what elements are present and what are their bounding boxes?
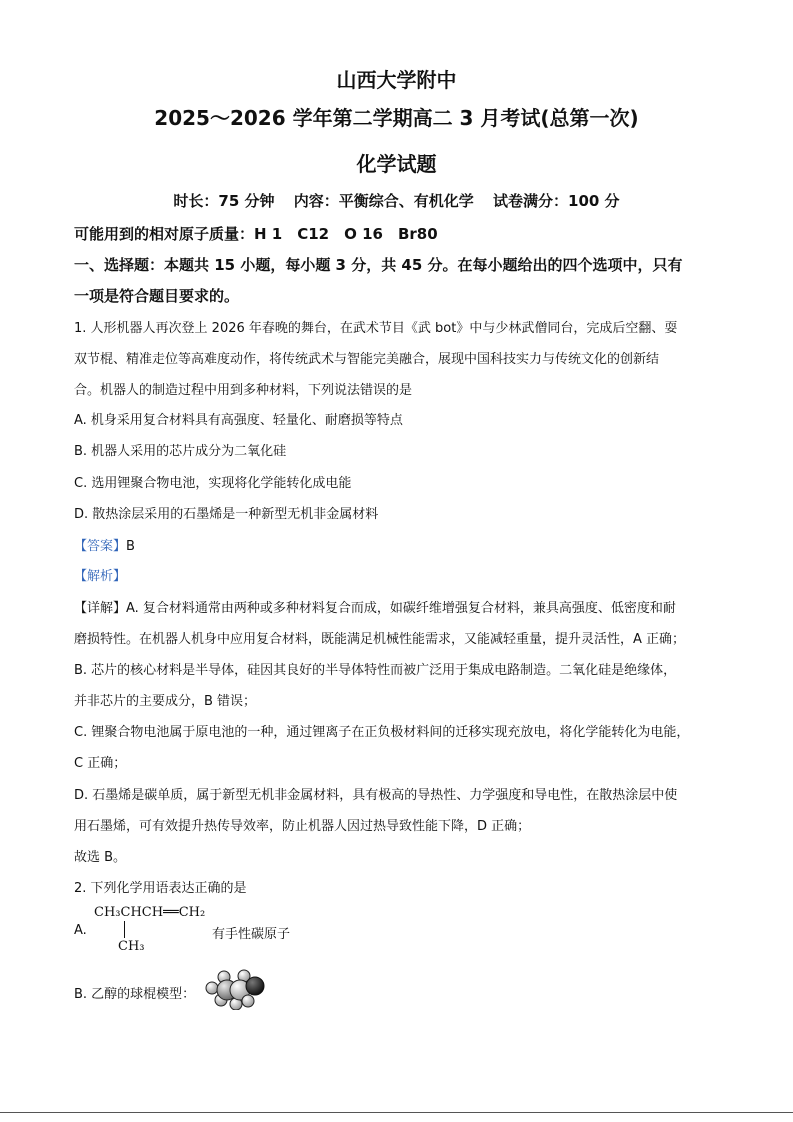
q1-answer — [74, 535, 135, 554]
q2-option-b-label: B. 乙醇的球棍模型： — [74, 987, 196, 1002]
q1-option-c: C. 选用锂聚合物电池，实现将化学能转化成电能 — [74, 476, 352, 491]
q1-detail-line6: C 正确； — [74, 756, 127, 771]
q2-option-a-text: 有手性碳原子 — [212, 927, 291, 942]
section-heading-line1: 一、选择题：本题共 15 小题，每小题 3 分，共 45 分。在每小题给出的四个选项中，只有 — [74, 256, 683, 274]
q1-option-d: D. 散热涂层采用的石墨烯是一种新型无机非金属材料 — [74, 507, 379, 522]
q2-option-a-formula-main: CH₃CHCH══CH₂ — [94, 905, 206, 920]
exam-content: 内容：平衡综合、有机化学 — [293, 192, 474, 210]
section-heading-line2: 一项是符合题目要求的。 — [74, 287, 240, 305]
analysis-tag: 【解析】 — [74, 569, 127, 584]
exam-meta — [0, 190, 793, 211]
atomic-mass-line: 可能用到的相对原子质量：H 1 C12 O 16 Br80 — [74, 225, 438, 243]
q1-stem-line3: 合。机器人的制造过程中用到多种材料，下列说法错误的是 — [74, 383, 413, 398]
q1-option-b: B. 机器人采用的芯片成分为二氧化硅 — [74, 444, 287, 459]
q2-option-a-formula-branch: CH₃ — [118, 939, 145, 954]
exam-full-score: 试卷满分：100 分 — [493, 192, 620, 210]
ethanol-ball-stick-model — [204, 968, 270, 1010]
q2-option-a-label: A. — [74, 923, 87, 938]
subject-title: 化学试题 — [356, 152, 437, 176]
q1-stem-line1: 1. 人形机器人再次登上 2026 年春晚的舞台，在武术节目《武 bot》中与少林武僧同台，完成后空翻、耍 — [74, 321, 678, 336]
page-bottom-divider — [0, 1112, 793, 1113]
q2-option-a-bond — [124, 921, 125, 938]
q1-option-a: A. 机身采用复合材料具有高强度、轻量化、耐磨损等特点 — [74, 413, 403, 428]
school-name: 山西大学附中 — [336, 68, 457, 92]
q1-detail-line4: 并非芯片的主要成分，B 错误； — [74, 694, 257, 709]
answer-value: B — [126, 539, 135, 554]
exam-title: 2025～2026 学年第二学期高二 3 月考试(总第一次) — [154, 106, 639, 130]
q1-detail-line2: 磨损特性。在机器人机身中应用复合材料，既能满足机械性能需求，又能减轻重量，提升灵活性，A 正确； — [74, 632, 686, 647]
q1-detail-line5: C. 锂聚合物电池属于原电池的一种，通过锂离子在正负极材料间的迁移实现充放电，将化学能转化为电能， — [74, 725, 690, 740]
q1-detail-line8: 用石墨烯，可有效提升热传导效率，防止机器人因过热导致性能下降，D 正确； — [74, 819, 531, 834]
q1-detail-line7: D. 石墨烯是碳单质，属于新型无机非金属材料，具有极高的导热性、力学强度和导电性，在散热涂层中使 — [74, 788, 678, 803]
q1-detail-line1: 【详解】A. 复合材料通常由两种或多种材料复合而成，如碳纤维增强复合材料，兼具高强度、低密度和耐 — [74, 601, 676, 616]
q2-stem: 2. 下列化学用语表达正确的是 — [74, 881, 247, 896]
q1-detail-line3: B. 芯片的核心材料是半导体，硅因其良好的半导体特性而被广泛用于集成电路制造。二氧化硅是绝缘体， — [74, 663, 677, 678]
q1-stem-line2: 双节棍、精准走位等高难度动作，将传统武术与智能完美融合，展现中国科技实力与传统文化的创新结 — [74, 352, 660, 367]
exam-duration: 时长：75 分钟 — [173, 192, 275, 210]
answer-tag: 【答案】 — [74, 539, 127, 554]
q1-detail-line9: 故选 B。 — [74, 850, 127, 865]
